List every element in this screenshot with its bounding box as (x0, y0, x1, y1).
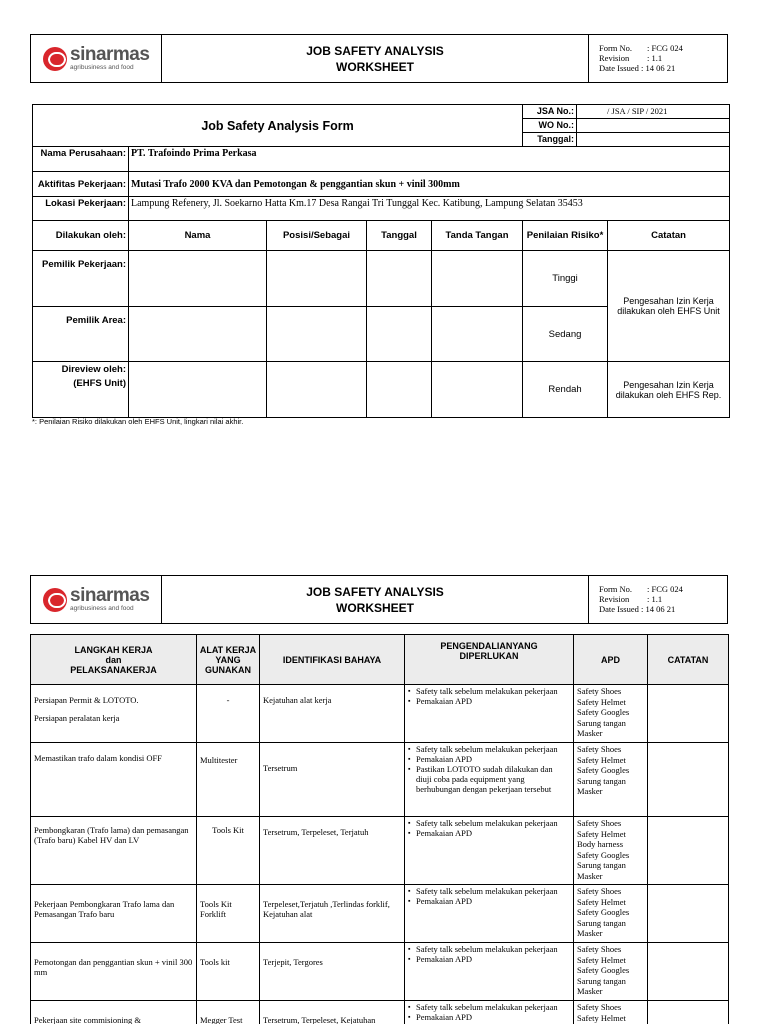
risk-medium: Sedang (523, 307, 608, 362)
tool-cell: - (197, 685, 260, 743)
company-logo (31, 576, 162, 623)
controls-cell (405, 1001, 574, 1024)
sinarmas-logo-icon (43, 588, 67, 612)
table-row (31, 885, 729, 943)
done-by-label: Dilakukan oleh: (33, 221, 129, 251)
form-title: Job Safety Analysis Form (33, 105, 523, 147)
hazard-cell: Terjepit, Tergores (260, 943, 405, 1001)
catatan-cell (648, 885, 729, 943)
step-cell: Persiapan Permit & LOTOTO. Persiapan peralatan kerja (31, 685, 197, 743)
hazard-cell: Tersetrum, Terpeleset, Kejatuhan (260, 1001, 405, 1024)
document-title: JOB SAFETY ANALYSIS WORKSHEET (162, 35, 589, 82)
table-row (31, 817, 729, 885)
wo-no-label: WO No.: (523, 119, 577, 133)
location-value: Lampung Refenery, Jl. Soekarno Hatta Km.17 Desa Rangai Tri Tunggal Kec. Katibung, Lampung Selatan 35453 (129, 197, 730, 221)
col-apd: APD (574, 635, 648, 685)
col-pengendalian: PENGENDALIANYANG DIPERLUKAN (405, 635, 574, 685)
brand-name: sinarmas (70, 44, 150, 66)
note-ehfs-unit: Pengesahan Izin Kerja dilakukan oleh EHFS Unit (608, 251, 730, 362)
list-item: ▪ Pemakaian APD (408, 696, 570, 706)
col-identifikasi-bahaya: IDENTIFIKASI BAHAYA (260, 635, 405, 685)
wo-no-value (577, 119, 730, 133)
location-label: Lokasi Pekerjaan: (33, 197, 129, 221)
hazard-cell: Kejatuhan alat kerja (260, 685, 405, 743)
col-langkah-kerja: LANGKAH KERJA dan PELAKSANAKERJA (31, 635, 197, 685)
owner-posisi-cell (267, 251, 367, 307)
controls-cell (405, 943, 574, 1001)
jsa-worksheet-table (30, 634, 729, 1024)
controls-cell (405, 743, 574, 817)
list-item: ▪ Safety talk sebelum melakukan pekerjaan (408, 686, 570, 696)
document-meta: Form No. : FCG 024 Revision : 1.1 Date Issued : 14 06 21 (599, 43, 683, 73)
table-row (31, 743, 729, 817)
hazard-cell: Tersetrum, Terpeleset, Terjatuh (260, 817, 405, 885)
apd-cell: Safety Shoes Safety Helmet Safety Googles Sarung tangan Masker (574, 943, 648, 1001)
sinarmas-logo-icon (43, 47, 67, 71)
step-cell: Pekerjaan site commisioning & (31, 1001, 197, 1024)
tanggal-label: Tanggal: (523, 133, 577, 147)
list-item: ▪ Safety talk sebelum melakukan pekerjaan (408, 886, 570, 896)
hazard-cell: Terpeleset,Terjatuh ,Terlindas forklif, Kejatuhan alat (260, 885, 405, 943)
list-item: ▪ Pastikan LOTOTO sudah dilakukan dan diuji coba pada equipment yang berhubungan dengan pekerjaan tersebut (408, 764, 570, 794)
catatan-cell (648, 685, 729, 743)
brand-name: sinarmas (70, 585, 150, 607)
controls-cell (405, 885, 574, 943)
row-review-label: Direview oleh: (EHFS Unit) (33, 362, 129, 418)
tanggal-value (577, 133, 730, 147)
apd-cell: Safety Shoes Safety Helmet Safety Googles Sarung tangan Masker (574, 885, 648, 943)
document-title: JOB SAFETY ANALYSIS WORKSHEET (162, 576, 589, 623)
tool-cell: Megger Test (197, 1001, 260, 1024)
row-area-label: Pemilik Area: (33, 307, 129, 362)
jsa-no-label: JSA No.: (523, 105, 577, 119)
jsa-form-table (32, 104, 730, 418)
document-header-page-2 (30, 575, 728, 624)
list-item: ▪ Pemakaian APD (408, 896, 570, 906)
risk-footnote: *: Penilaian Risiko dilakukan oleh EHFS Unit, lingkari nilai akhir. (32, 417, 244, 426)
col-alat-kerja: ALAT KERJA YANG GUNAKAN (197, 635, 260, 685)
step-cell: Pemotongan dan penggantian skun + vinil 300 mm (31, 943, 197, 1001)
review-nama-cell (129, 362, 267, 418)
col-posisi: Posisi/Sebagai (267, 221, 367, 251)
area-nama-cell (129, 307, 267, 362)
catatan-cell (648, 943, 729, 1001)
col-penilaian-risiko: Penilaian Risiko* (523, 221, 608, 251)
note-ehfs-rep: Pengesahan Izin Kerja dilakukan oleh EHFS Rep. (608, 362, 730, 418)
controls-cell (405, 685, 574, 743)
list-item: ▪ Safety talk sebelum melakukan pekerjaan (408, 1002, 570, 1012)
owner-tanda-cell (432, 251, 523, 307)
col-tanggal: Tanggal (367, 221, 432, 251)
list-item: ▪ Safety talk sebelum melakukan pekerjaan (408, 944, 570, 954)
list-item: ▪ Pemakaian APD (408, 828, 570, 838)
catatan-cell (648, 1001, 729, 1024)
company-logo (31, 35, 162, 82)
review-tanggal-cell (367, 362, 432, 418)
apd-cell: Safety Shoes Safety Helmet (574, 1001, 648, 1024)
list-item: ▪ Pemakaian APD (408, 754, 570, 764)
step-cell: Pekerjaan Pembongkaran Trafo lama dan Pemasangan Trafo baru (31, 885, 197, 943)
tool-cell: Tools Kit (197, 817, 260, 885)
apd-cell: Safety Shoes Safety Helmet Safety Googles Sarung tangan Masker (574, 685, 648, 743)
brand-tagline: agribusiness and food (70, 605, 134, 613)
area-tanggal-cell (367, 307, 432, 362)
apd-cell: Safety Shoes Safety Helmet Body harness Safety Googles Sarung tangan Masker (574, 817, 648, 885)
activity-value: Mutasi Trafo 2000 KVA dan Pemotongan & penggantian skun + vinil 300mm (129, 172, 730, 197)
list-item: ▪ Safety talk sebelum melakukan pekerjaan (408, 744, 570, 754)
tool-cell: Tools Kit Forklift (197, 885, 260, 943)
company-value: PT. Trafoindo Prima Perkasa (129, 147, 730, 172)
activity-label: Aktifitas Pekerjaan: (33, 172, 129, 197)
company-label: Nama Perusahaan: (33, 147, 129, 172)
review-tanda-cell (432, 362, 523, 418)
col-catatan: Catatan (608, 221, 730, 251)
brand-tagline: agribusiness and food (70, 64, 134, 72)
owner-tanggal-cell (367, 251, 432, 307)
area-posisi-cell (267, 307, 367, 362)
col-tanda-tangan: Tanda Tangan (432, 221, 523, 251)
hazard-cell: Tersetrum (260, 743, 405, 817)
step-cell: Memastikan trafo dalam kondisi OFF (31, 743, 197, 817)
area-tanda-cell (432, 307, 523, 362)
catatan-cell (648, 743, 729, 817)
table-row (31, 685, 729, 743)
tool-cell: Multitester (197, 743, 260, 817)
row-owner-label: Pemilik Pekerjaan: (33, 251, 129, 307)
document-header (30, 34, 728, 83)
table-row (31, 1001, 729, 1024)
table-row (31, 943, 729, 1001)
review-posisi-cell (267, 362, 367, 418)
controls-cell (405, 817, 574, 885)
list-item: ▪ Pemakaian APD (408, 954, 570, 964)
risk-high: Tinggi (523, 251, 608, 307)
jsa-no-value: / JSA / SIP / 2021 (577, 105, 730, 119)
catatan-cell (648, 817, 729, 885)
tool-cell: Tools kit (197, 943, 260, 1001)
list-item: ▪ Pemakaian APD (408, 1012, 570, 1022)
risk-low: Rendah (523, 362, 608, 418)
col-catatan: CATATAN (648, 635, 729, 685)
document-meta: Form No. : FCG 024 Revision : 1.1 Date Issued : 14 06 21 (599, 584, 683, 614)
step-cell: Pembongkaran (Trafo lama) dan pemasangan (Trafo baru) Kabel HV dan LV (31, 817, 197, 885)
col-nama: Nama (129, 221, 267, 251)
list-item: ▪ Safety talk sebelum melakukan pekerjaan (408, 818, 570, 828)
owner-nama-cell (129, 251, 267, 307)
apd-cell: Safety Shoes Safety Helmet Safety Googles Sarung tangan Masker (574, 743, 648, 817)
